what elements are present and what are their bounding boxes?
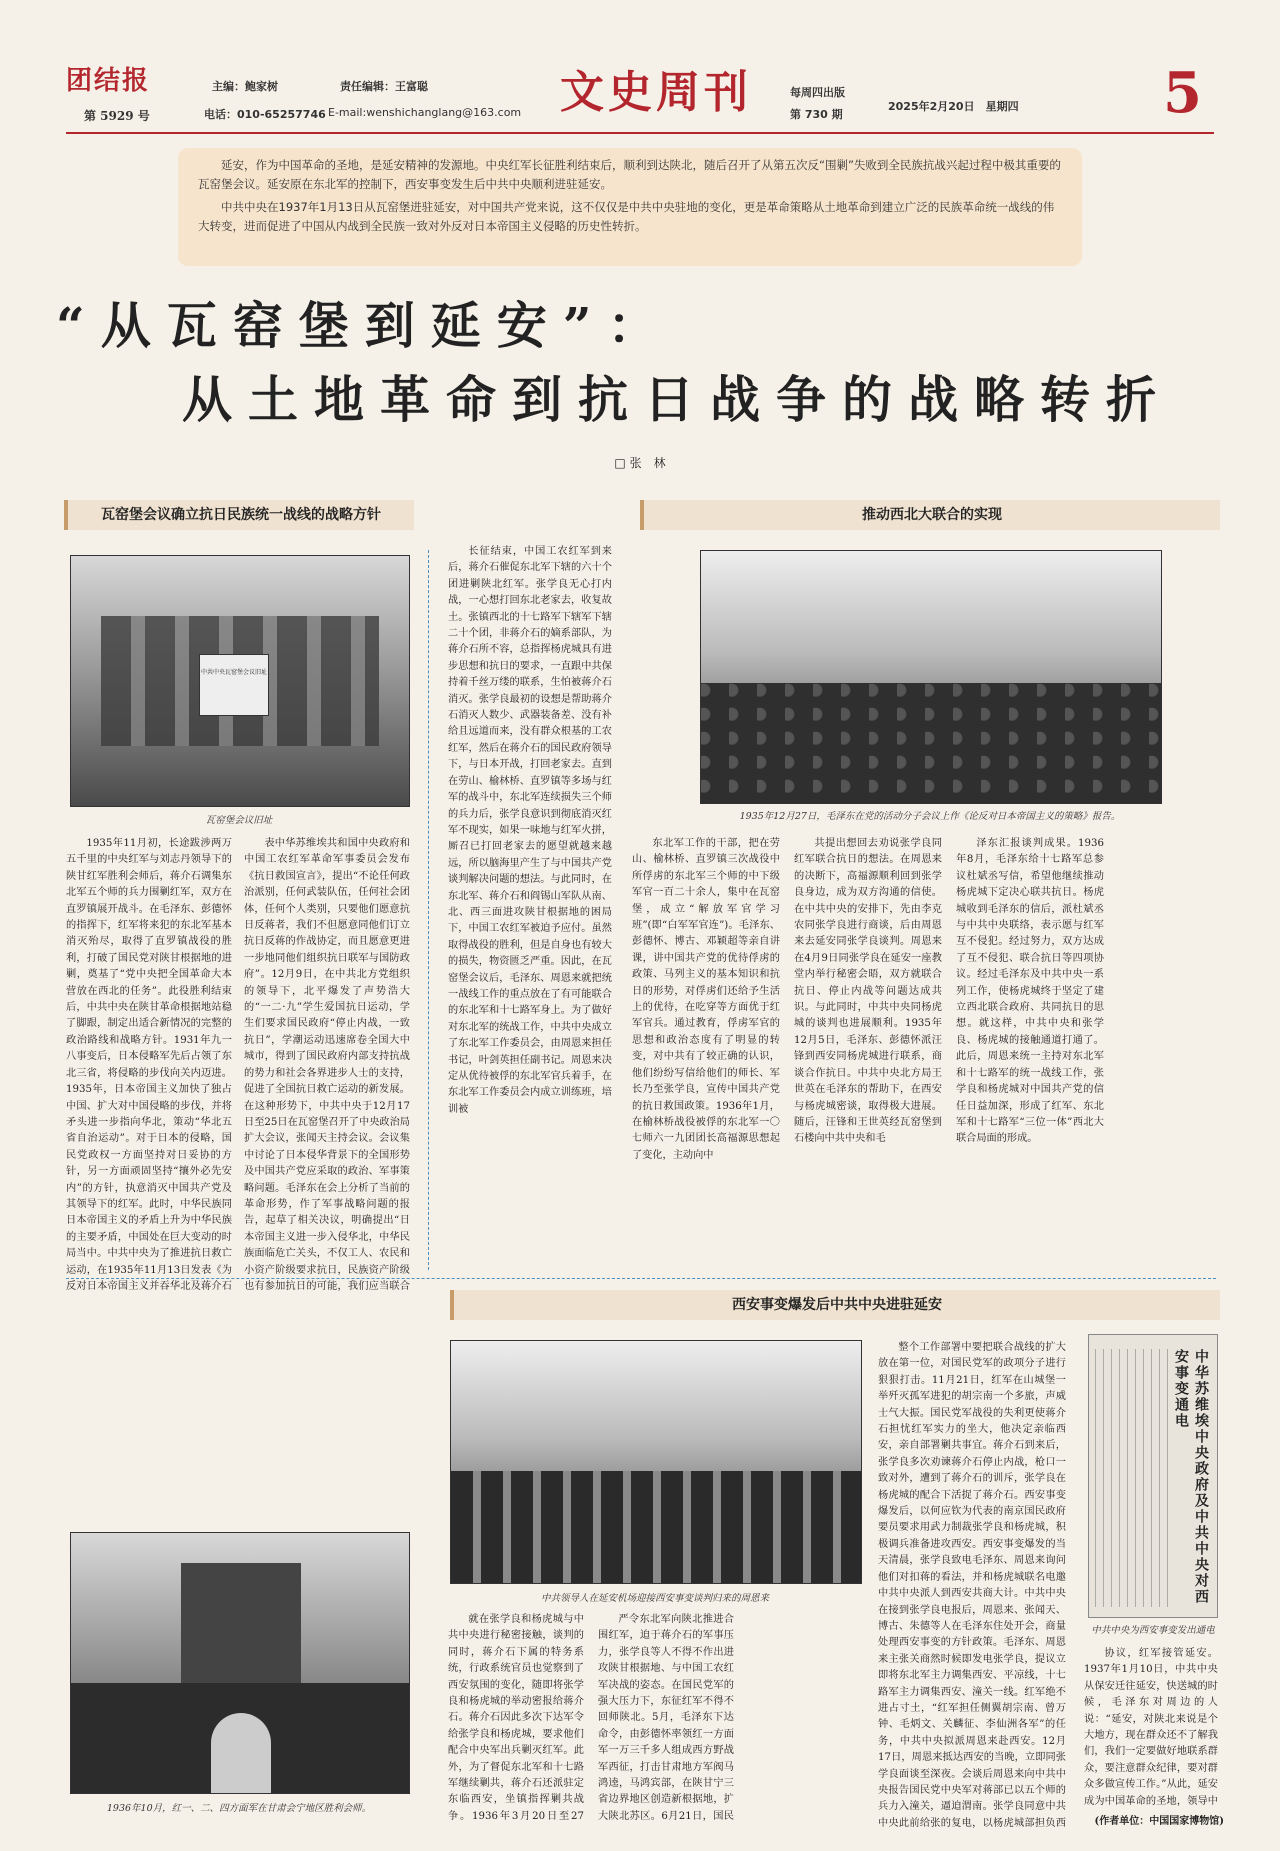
column-text: 泽东汇报谈判成果。1936年8月，毛泽东给十七路军总参议杜斌丞写信，希望他继续推动杨虎城下定决心联共抗日。杨虎城收到毛泽东的信后，派杜斌丞与中共中央联络，表示愿与红军互不侵犯。经过努力，双方达成了互不侵犯、联合抗日等四项协议。经过毛泽东及中共中央一系列工作，使杨虎城终于坚定了建立西北联合政府、共同抗日的思想。就这样，中共中央和张学良、杨虎城的接触通道打通了。此后，周恩来统一主持对东北军和十七路军的统一战线工作，张学良和杨虎城对中国共产党的信任日益加深，形成了红军、东北军和十七路军“三位一体”西北大联合局面的形成。 (956, 838, 1104, 1145)
column-text: 长征结束，中国工农红军到来后，蒋介石催促东北军下辖的六十个团进剿陕北红军。张学良无心打内战，一心想打回东北老家去，收复故土。张镇西北的十七路军下辖军下辖二十个团，非蒋介石的嫡系部队，为蒋介石所不容，总指挥杨虎城具有进步思想和抗日的要求，一直跟中共保持着千丝万缕的联系，生怕被蒋介石消灭。张学良最初的设想是帮助蒋介石消灭人数少、武器装备差、没有补给且远道而来，没有群众根基的工农红军，然后在蒋介石的国民政府领导下，与日本开战，打回老家去。直到在劳山、榆林桥、直罗镇等多场与红军的战斗中，东北军连续损失三个师的兵力后，张学良意识到彻底消灭红军不现实，如果一味地与红军火拼，厮召已打回老家去的愿望就越来越远，所以脑海里产生了与中国共产党谈判解决问题的想法。与此同时，在东北军、蒋介石和阎锡山军队从南、北、西三面进攻陕甘根据地的困局下，中国工农红军被迫予应付。虽然取得战役的胜利，但是自身也有较大的损失，物资匮乏严重。因此，在瓦窑堡会议后，毛泽东、周恩来就把统一战线工作的重点放在了有可能联合的东北军和十七路军身上。为了做好对东北军的统战工作，中共中央成立了东北军工作委员会，由周恩来担任书记，叶剑英担任副书记。周恩来决定从优待被俘的东北军官兵着手，在东北军工作委员会内成立训练班，培训被 (448, 546, 612, 1115)
email: E-mail:wenshichanglang@163.com (328, 106, 522, 119)
section-title-3: 西安事变爆发后中共中央进驻延安 (732, 1297, 942, 1313)
photo-caption-4: 1936年10月，红一、二、四方面军在甘肃会宁地区胜利会师。 (106, 1803, 372, 1814)
column-text: 1935年11月初，长途跋涉两万五千里的中央红军与刘志丹领导下的陕甘红军胜利会师后，蒋介石调集东北军五个师的兵力围剿红军，双方在直罗镇展开战斗。在毛泽东、彭德怀的指挥下，红军将来犯的东北军基本消灭殆尽，取得了直罗镇战役的胜利，打破了国民党对陕甘根据地的进剿，奠基了“党中央把全国革命大本营放在西北的任务”。此役胜利结束后，中共中央在陕甘革命根据地站稳了脚跟，制定出适合新情况的完整的政治路线和战略方针。1931年九一八事变后，日本侵略军先后占领了东北三省，将侵略的步伐向关内迈进。1935年，日本帝国主义加快了独占中国、扩大对中国侵略的步伐，并将矛头进一步指向华北，策动“华北五省自治运动”。对于日本的侵略，国民党政权一方面坚持对日妥协的方针，另一方面顽固坚持“攘外必先安内”的方针，执意消灭中国共产党及其领导下的红军。此时，中华民族同日本帝国主义的矛盾上升为中华民族的主要矛盾，中国处在巨大变动的时局当中。中共中央为了推进抗日救亡运动，在1935年11月13日发表《为反对日本帝国主义并吞华北及蒋介石 (66, 838, 232, 1292)
photo-caption-3: 中共领导人在延安机场迎接西安事变谈判归来的周恩来 (540, 1593, 769, 1604)
photo-caption-5: 中共中央为西安事变发出通电 (1091, 1625, 1215, 1636)
column-text: 严令东北军向陕北推进合围红军，迫于蒋介石的军事压力，张学良等人不得不作出进攻陕甘根据地、与中国工农红军决战的姿态。在国民党军的强大压力下，东征红军不得不回师陕北。5月，毛泽东下达命令，由彭德怀率领红一方面军一万三千多人组成西方野战军西征，打击甘肃地方军阀马鸿逵，马鸿宾部，在陕甘宁三省边界地区创造新根据地，扩大陕北苏区。6月21日，国民 (598, 1614, 734, 1822)
section-divider (66, 1278, 1216, 1279)
column-text: 就在张学良和杨虎城与中共中央进行秘密接触，谈判的同时，蒋介石下属的特务系统，行政系统官员也觉察到了西安氛围的变化，随即将张学良和杨虎城的举动密报给蒋介石。蒋介石因此多次下达军令给张学良和杨虎城，要求他们配合中央军出兵剿灭红军。此外，为了督促东北军和十七路军继续剿共，蒋介石还派驻定东临西安，坐镇指挥剿共战争。1936年3月20日至27 (448, 1614, 584, 1822)
paper-logo: 团结报 (66, 66, 151, 96)
photo-wayaobao-site (70, 555, 410, 807)
section-title-1: 瓦窑堡会议确立抗日民族统一战线的战略方针 (101, 507, 381, 523)
publish-date: 2025年2月20日 星期四 (888, 100, 1019, 113)
article-column-6 (956, 836, 1104, 1266)
photo-yanan-airport (450, 1340, 862, 1584)
article-column-2 (244, 836, 410, 1296)
section-title-2: 推动西北大联合的实现 (862, 507, 1002, 523)
article-column-4 (632, 836, 780, 1266)
article-column-1 (66, 836, 232, 1296)
photo-mao-report (700, 550, 1162, 804)
article-column-8 (598, 1612, 734, 1822)
article-column-3 (448, 544, 612, 1270)
schedule: 每周四出版 (790, 86, 845, 99)
author-affiliation: (作者单位：中国国家博物馆) (1094, 1816, 1224, 1827)
site-sign: 中共中央瓦窑堡会议旧址 (199, 654, 269, 716)
column-text: 整个工作部署中要把联合战线的扩大放在第一位，对国民党军的政项分子进行狠狠打击。11月21日，红军在山城堡一举歼灭孤军进犯的胡宗南一个多旅，声威士气大振。国民党军战役的失利更使蒋介石担忧红军实力的坐大，他决定亲临西安，亲自部署剿共事宜。蒋介石到来后，张学良多次劝谏蒋介石停止内战，枪口一致对外，遭到了蒋介石的训斥，张学良在杨虎城的配合下活捉了蒋介石。西安事变爆发后，以何应钦为代表的南京国民政府要员要求用武力制裁张学良和杨虎城，积极调兵准备进攻西安。西安事变爆发的当天清晨，张学良致电毛泽东、周恩来询问他们对扣蒋的看法，并和杨虎城联名电邀中共中央派人到西安共商大计。中共中央在接到张学良电报后，周恩来、张闻天、博古、朱德等人在毛泽东住处开会，商量处理西安事变的方针政策。毛泽东、周恩来主张关商然时候即发电张学良，提议立即将东北军主力调集西安、平凉线，十七路军主力调集西安、潼关一线。红军绝不进占寸土，“红军担任侧翼胡宗南、曾万钟、毛炳文、关麟征、李仙洲各军”的任务，中共中央拟派周恩来赴西安。12月17日，周恩来抵达西安的当晚，立即同张学良面谈至深夜。会谈后周恩来向中共中央报告国民党中央军对蒋部已以五个师的兵力入潼关，逼迫渭南。张学良同意中共中央此前给张的复电，以杨虎城部担负西 (878, 1342, 1066, 1829)
article-column-5 (794, 836, 942, 1266)
column-text: 表中华苏维埃共和国中央政府和中国工农红军革命军事委员会发布《抗日救国宣言》，提出“不论任何政治派别，任何武装队伍，任何社会团体，任何个人类别，只要他们愿意抗日反蒋者，我们不但愿意同他们订立抗日反蒋的作战协定，而且愿意更进一步地同他们组织抗日联军与国防政府”。12月9日，在中共北方党组织的领导下，北平爆发了声势浩大的“一二·九”学生爱国抗日运动，学生们要求国民政府“停止内战，一致抗日”，学潮运动迅速席卷全国大中城市，得到了国民政府内部支持抗战的势力和社会各界进步人士的支持，促进了全国抗日救亡运动的新发展。在这种形势下，中共中央于12月17日至25日在瓦窑堡召开了中央政治局扩大会议，张闻天主持会议。会议集中讨论了日本侵华背景下的全国形势及中国共产党应采取的政治、军事策略问题。毛泽东在会上分析了当前的革命形势，作了军事战略问题的报告，起草了相关决议，明确提出“日本帝国主义进一步入侵华北，中华民族面临危亡关头，不仅工人、农民和小资产阶级要求抗日，民族资产阶级也有参加抗日的可能，我们应当联合 (244, 838, 410, 1292)
supplement-title: 文史周刊 (560, 67, 752, 118)
column-text: 共提出想回去劝说张学良同红军联合抗日的想法。在周恩来的决断下，高福源顺利回到张学良身边，成为双方沟通的信使。在中共中央的安排下，先由李克农同张学良进行商谈，后由周恩来去延安同张学良谈判。周恩来在4月9日同张学良在延安一座教堂内举行秘密会晤，双方就联合抗日、停止内战等问题达成共识。与此同时，中共中央同杨虎城的谈判也进展顺利。1935年12月5日，毛泽东、彭德怀派汪锋到西安同杨虎城进行联系，商谈合作抗日。中共中央北方局王世英在毛泽东的帮助下，在西安与杨虎城密谈，取得极大进展。随后，汪锋和王世英经瓦窑堡到石楼向中共中央和毛 (794, 838, 942, 1145)
headline-line-1: “从瓦窑堡到延安”： (56, 296, 674, 355)
phone: 电话：010-65257746 (204, 108, 326, 121)
header-rule (66, 132, 1214, 134)
column-text: 协议，红军接管延安。1937年1月10日，中共中央从保安迁往延安，快送城的时候，毛泽东对周边的人说：“延安，对陕北来说是个大地方，现在群众还不了解我们，我们一定要做好地联系群众，要注意群众纪律，要对群众多做宣传工作。”从此，延安成为中国革命的圣地，领导中 (1084, 1648, 1218, 1806)
photo-caption-1: 瓦窑堡会议旧址 (205, 815, 273, 826)
section-header-1 (64, 500, 414, 530)
author-byline: □ 张 林 (614, 456, 666, 470)
photo-army-reunion (70, 1532, 410, 1794)
article-column-9 (878, 1340, 1066, 1830)
article-column-7 (448, 1612, 584, 1822)
article-column-10 (1084, 1646, 1218, 1806)
document-telegram (1088, 1334, 1218, 1618)
chief-editor: 主编：鲍家树 (212, 80, 278, 93)
intro-paragraph-2: 中共中央在1937年1月13日从瓦窑堡进驻延安，对中国共产党来说，这不仅仅是中共中央驻地的变化，更是革命策略从土地革命到建立广泛的民族革命统一战线的伟大转变，进而促进了中国从内战到全民族一致对外反对日本帝国主义侵略的历史性转折。 (198, 200, 1055, 233)
column-text: 东北军工作的干部，把在劳山、榆林桥、直罗镇三次战役中所俘虏的东北军三个师的中下级军官一百二十余人，集中在瓦窑堡，成立“解放军官学习班”(即“白军军官连”)。毛泽东、彭德怀、博古、邓颖超等亲自讲课，讲中国共产党的优待俘虏的政策、马列主义的基本知识和抗日的形势，对俘虏们还给予生活上的优待，在吃穿等方面优于红军官兵。通过教育，俘虏军官的思想和政治态度有了明显的转变，对中共有了较正确的认识，他们纷纷写信给他们的师长、军长乃至张学良，宣传中国共产党的抗日救国政策。1936年1月，在榆林桥战役被俘的东北军一〇七师六一九团团长高福源思想起了变化，主动向中 (632, 838, 780, 1161)
issue-number: 第 5929 号 (84, 109, 150, 123)
column-divider (428, 550, 429, 1270)
section-header-2 (640, 500, 1220, 530)
supplement-issue: 第 730 期 (790, 108, 843, 121)
document-title: 中华苏维埃中央政府及中共中央对西安事变通电 (1173, 1349, 1209, 1605)
headline-line-2: 从土地革命到抗日战争的战略转折 (182, 370, 1172, 429)
intro-paragraph-1: 延安，作为中国革命的圣地，是延安精神的发源地。中央红军长征胜利结束后，顺利到达陕北，随后召开了从第五次反“围剿”失败到全民族抗战兴起过程中极其重要的瓦窑堡会议。延安原在东北军的控制下，西安事变发生后中共中央顺利进驻延安。 (198, 158, 1061, 191)
photo-caption-2: 1935年12月27日，毛泽东在党的活动分子会议上作《论反对日本帝国主义的策略》报告。 (739, 811, 1121, 822)
intro-box (178, 148, 1082, 266)
page-number: 5 (1163, 60, 1202, 126)
document-text-lines (1095, 1349, 1175, 1607)
duty-editor: 责任编辑：王富聪 (340, 80, 428, 93)
section-header-3 (450, 1290, 1220, 1320)
